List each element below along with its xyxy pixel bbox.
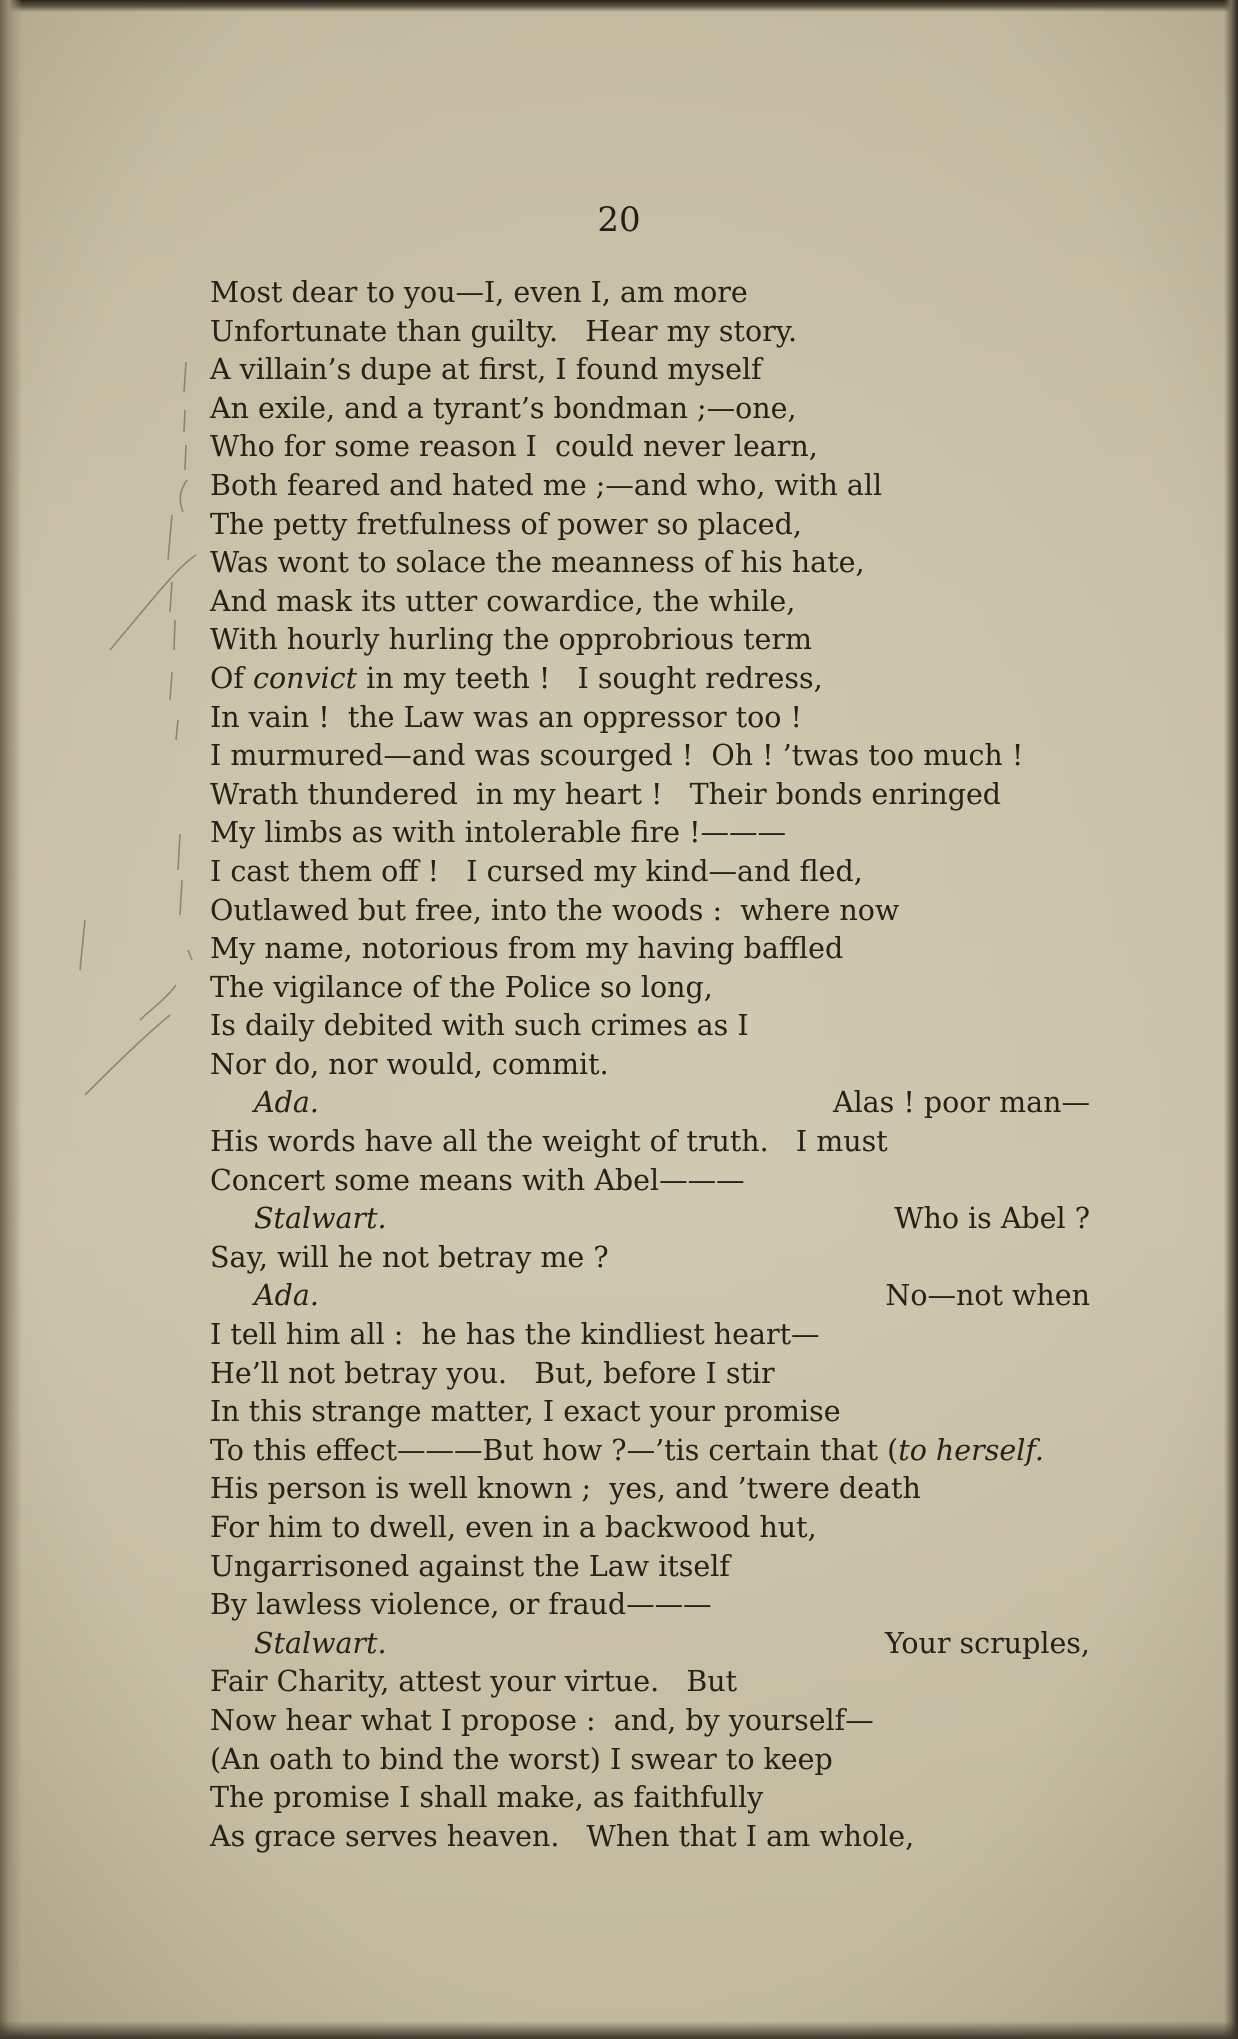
line-text: Who for some reason I could never learn, [210, 430, 818, 464]
verse-line [210, 1548, 1090, 1587]
dialogue-cue-line [210, 1200, 1090, 1239]
line-text: He’ll not betray you. But, before I stir [210, 1356, 775, 1390]
verse-line [210, 313, 1090, 352]
line-text: My name, notorious from my having baffled [210, 932, 844, 966]
line-text: As grace serves heaven. When that I am whole, [210, 1819, 915, 1853]
line-text: Now hear what I propose : and, by yourself— [210, 1703, 874, 1737]
line-text [210, 1432, 1044, 1471]
line-text: Is daily debited with such crimes as I [210, 1009, 749, 1043]
verse-line [210, 814, 1090, 853]
speaker-name: Ada. [254, 1086, 319, 1120]
line-text: I tell him all : he has the kindliest heart— [210, 1318, 820, 1352]
line-text: Both feared and hated me ;—and who, with all [210, 468, 883, 502]
line-text: Say, will he not betray me ? [210, 1240, 609, 1274]
line-text: In vain ! the Law was an oppressor too ! [210, 700, 802, 734]
dialogue-cue-line [210, 1277, 1090, 1316]
line-text: Alas ! poor man— [832, 1086, 1090, 1120]
speaker-name: Stalwart. [254, 1626, 387, 1660]
verse-line [210, 1432, 1090, 1471]
line-text: Concert some means with Abel——— [210, 1163, 745, 1197]
line-text [210, 660, 823, 699]
italic-text: convict [252, 661, 358, 695]
line-text-part: in my teeth ! I sought redress, [357, 661, 823, 695]
line-text: The vigilance of the Police so long, [210, 970, 713, 1004]
line-text: The petty fretfulness of power so placed, [210, 507, 802, 541]
verse-line [210, 274, 1090, 313]
page-top-edge [0, 0, 1238, 12]
line-text: In this strange matter, I exact your promise [210, 1395, 841, 1429]
verse-line [210, 853, 1090, 892]
line-text: And mask its utter cowardice, the while, [210, 584, 796, 618]
line-text: Wrath thundered in my heart ! Their bonds enringed [210, 777, 1002, 811]
verse-line [210, 737, 1090, 776]
verse-text [210, 274, 1090, 1856]
line-text: The promise I shall make, as faithfully [210, 1781, 764, 1815]
italic-text: to herself. [898, 1433, 1044, 1467]
verse-line [210, 1509, 1090, 1548]
line-text-part: Of [210, 661, 253, 695]
verse-line [210, 1239, 1090, 1278]
verse-line [210, 1316, 1090, 1355]
page-bottom-edge [0, 2021, 1238, 2039]
verse-line [210, 1818, 1090, 1857]
line-text: Outlawed but free, into the woods : where now [210, 893, 900, 927]
verse-line [210, 1162, 1090, 1201]
dialogue-cue-line [210, 1084, 1090, 1123]
verse-line [210, 892, 1090, 931]
verse-line [210, 467, 1090, 506]
page-left-edge [0, 0, 22, 2039]
line-text: For him to dwell, even in a backwood hut, [210, 1511, 817, 1544]
page-number: 20 [597, 200, 641, 240]
line-text: Your scruples, [884, 1626, 1090, 1660]
line-text: Most dear to you—I, even I, am more [210, 276, 748, 309]
verse-line [210, 1123, 1090, 1162]
verse-line [210, 1355, 1090, 1394]
line-text: No—not when [885, 1279, 1090, 1313]
line-text: My limbs as with intolerable fire !——— [210, 816, 787, 850]
verse-line [210, 776, 1090, 815]
verse-line [210, 1702, 1090, 1741]
verse-line [210, 660, 1090, 699]
verse-line [210, 390, 1090, 429]
line-text: Nor do, nor would, commit. [210, 1047, 609, 1081]
verse-line [210, 621, 1090, 660]
verse-line [210, 699, 1090, 738]
verse-line [210, 1741, 1090, 1780]
verse-line [210, 1663, 1090, 1702]
verse-line [210, 351, 1090, 390]
line-text: His person is well known ; yes, and ’twere death [210, 1472, 921, 1506]
verse-line [210, 1393, 1090, 1432]
verse-line [210, 583, 1090, 622]
verse-line [210, 428, 1090, 467]
line-text: An exile, and a tyrant’s bondman ;—one, [210, 391, 797, 425]
verse-line [210, 1586, 1090, 1625]
line-text: Who is Abel ? [894, 1202, 1090, 1236]
verse-line [210, 969, 1090, 1008]
line-text: His words have all the weight of truth. I must [210, 1125, 888, 1159]
verse-line [210, 1779, 1090, 1818]
line-text: I murmured—and was scourged ! Oh ! ’twas too much ! [210, 739, 1024, 773]
dialogue-cue-line [210, 1625, 1090, 1664]
line-text: (An oath to bind the worst) I swear to keep [210, 1742, 833, 1776]
verse-line [210, 506, 1090, 545]
verse-line [210, 1007, 1090, 1046]
line-text: Unfortunate than guilty. Hear my story. [210, 314, 798, 348]
speaker-name: Ada. [254, 1279, 319, 1313]
line-text: A villain’s dupe at first, I found myself [210, 353, 762, 387]
line-text: Was wont to solace the meanness of his hate, [210, 546, 865, 580]
line-text: I cast them off ! I cursed my kind—and fled, [210, 854, 863, 888]
line-text: By lawless violence, or fraud——— [210, 1588, 712, 1622]
speaker-name: Stalwart. [254, 1202, 387, 1236]
line-text: Ungarrisoned against the Law itself [210, 1549, 730, 1583]
line-text: Fair Charity, attest your virtue. But [210, 1665, 738, 1699]
verse-line [210, 544, 1090, 583]
page-right-edge [1224, 0, 1238, 2039]
verse-line [210, 930, 1090, 969]
line-text-part: To this effect———But how ?—’tis certain that ( [210, 1433, 899, 1467]
verse-line [210, 1046, 1090, 1085]
verse-line [210, 1470, 1090, 1509]
line-text: With hourly hurling the opprobrious term [210, 623, 813, 657]
